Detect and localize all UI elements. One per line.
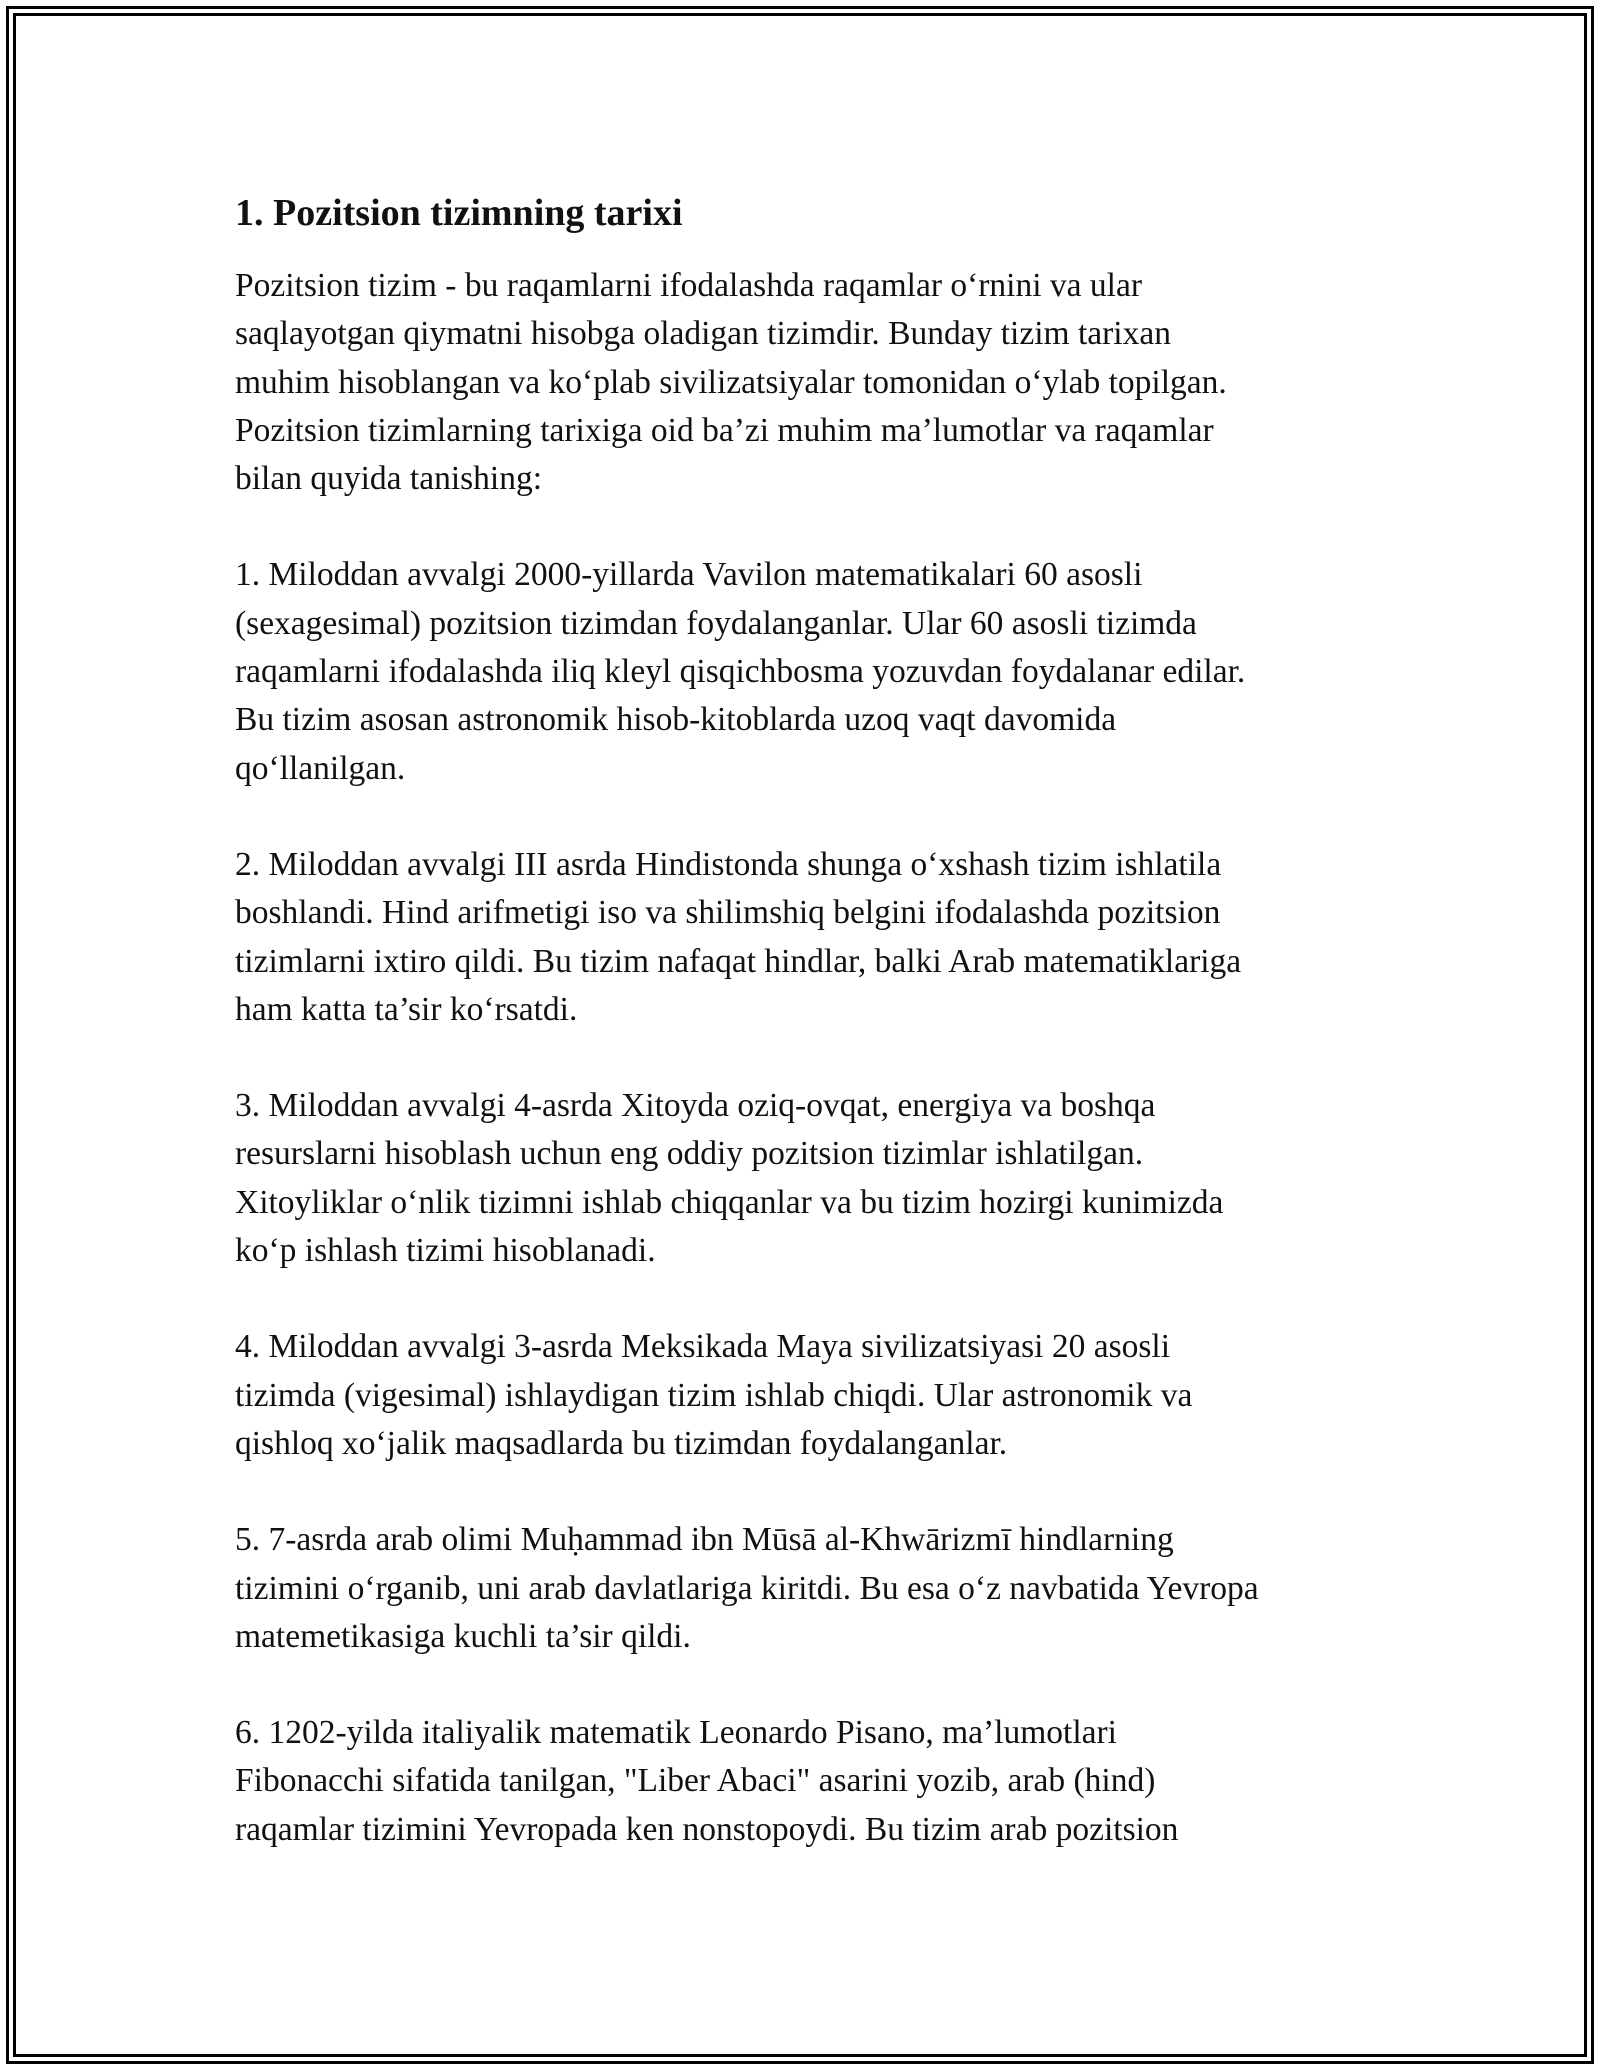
text-line: ham katta ta’sir ko‘rsatdi. — [235, 990, 578, 1028]
section-heading: 1. Pozitsion tizimning tarixi — [235, 192, 683, 234]
list-item-maya — [235, 1323, 1385, 1468]
list-item-fibonacci — [235, 1709, 1385, 1854]
text-line: 1. Miloddan avvalgi 2000-yillarda Vavilon matematikalari 60 asosli — [235, 556, 1143, 594]
document-body — [235, 184, 1385, 1902]
text-line: tizimda (vigesimal) ishlaydigan tizim ishlab chiqdi. Ular astronomik va — [235, 1376, 1193, 1414]
text-line: qishloq xo‘jalik maqsadlarda bu tizimdan foydalanganlar. — [235, 1424, 1008, 1462]
list-item-china — [235, 1082, 1385, 1275]
list-item-babylon — [235, 551, 1385, 792]
text-line: 6. 1202-yilda italiyalik matematik Leonardo Pisano, ma’lumotlari — [235, 1714, 1117, 1752]
text-line: raqamlarni ifodalashda iliq kleyl qisqichbosma yozuvdan foydalanar edilar. — [235, 653, 1246, 691]
text-line: ko‘p ishlash tizimi hisoblanadi. — [235, 1232, 656, 1270]
text-line: matemetikasiga kuchli ta’sir qildi. — [235, 1617, 691, 1655]
text-line: Bu tizim asosan astronomik hisob-kitoblarda uzoq vaqt davomida — [235, 701, 1117, 739]
text-line: muhim hisoblangan va ko‘plab sivilizatsiyalar tomonidan o‘ylab topilgan. — [235, 363, 1227, 401]
text-line: 3. Miloddan avvalgi 4-asrda Xitoyda oziq-ovqat, energiya va boshqa — [235, 1087, 1156, 1125]
text-line: raqamlar tizimini Yevropada ken nonstopoydi. Bu tizim arab pozitsion — [235, 1810, 1179, 1848]
text-line: 2. Miloddan avvalgi III asrda Hindistonda shunga o‘xshash tizim ishlatila — [235, 845, 1222, 883]
text-line: saqlayotgan qiymatni hisobga oladigan tizimdir. Bunday tizim tarixan — [235, 315, 1171, 353]
text-line: tizimini o‘rganib, uni arab davlatlariga kiritdi. Bu esa o‘z navbatida Yevropa — [235, 1569, 1259, 1607]
text-line: Xitoyliklar o‘nlik tizimni ishlab chiqqanlar va bu tizim hozirgi kunimizda — [235, 1183, 1224, 1221]
text-line: (sexagesimal) pozitsion tizimdan foydalanganlar. Ular 60 asosli tizimda — [235, 604, 1197, 642]
text-line: Pozitsion tizimlarning tarixiga oid ba’zi muhim ma’lumotlar va raqamlar — [235, 411, 1214, 449]
text-line: boshlandi. Hind arifmetigi iso va shilimshiq belgini ifodalashda pozitsion — [235, 894, 1221, 932]
text-line: Pozitsion tizim - bu raqamlarni ifodalashda raqamlar o‘rnini va ular — [235, 267, 1143, 304]
text-line: Fibonacchi sifatida tanilgan, "Liber Abaci" asarini yozib, arab (hind) — [235, 1762, 1156, 1800]
text-line: qo‘llanilgan. — [235, 749, 406, 787]
list-item-khwarizmi — [235, 1516, 1385, 1661]
text-line: 4. Miloddan avvalgi 3-asrda Meksikada Maya sivilizatsiyasi 20 asosli — [235, 1328, 1171, 1366]
list-item-india — [235, 841, 1385, 1034]
text-line: 5. 7-asrda arab olimi Muḥammad ibn Mūsā al-Khwārizmī hindlarning — [235, 1521, 1174, 1559]
intro-paragraph — [235, 262, 1385, 503]
text-line: tizimlarni ixtiro qildi. Bu tizim nafaqat hindlar, balki Arab matematiklariga — [235, 942, 1242, 980]
text-line: resurslarni hisoblash uchun eng oddiy pozitsion tizimlar ishlatilgan. — [235, 1135, 1144, 1173]
text-line: bilan quyida tanishing: — [235, 460, 543, 498]
